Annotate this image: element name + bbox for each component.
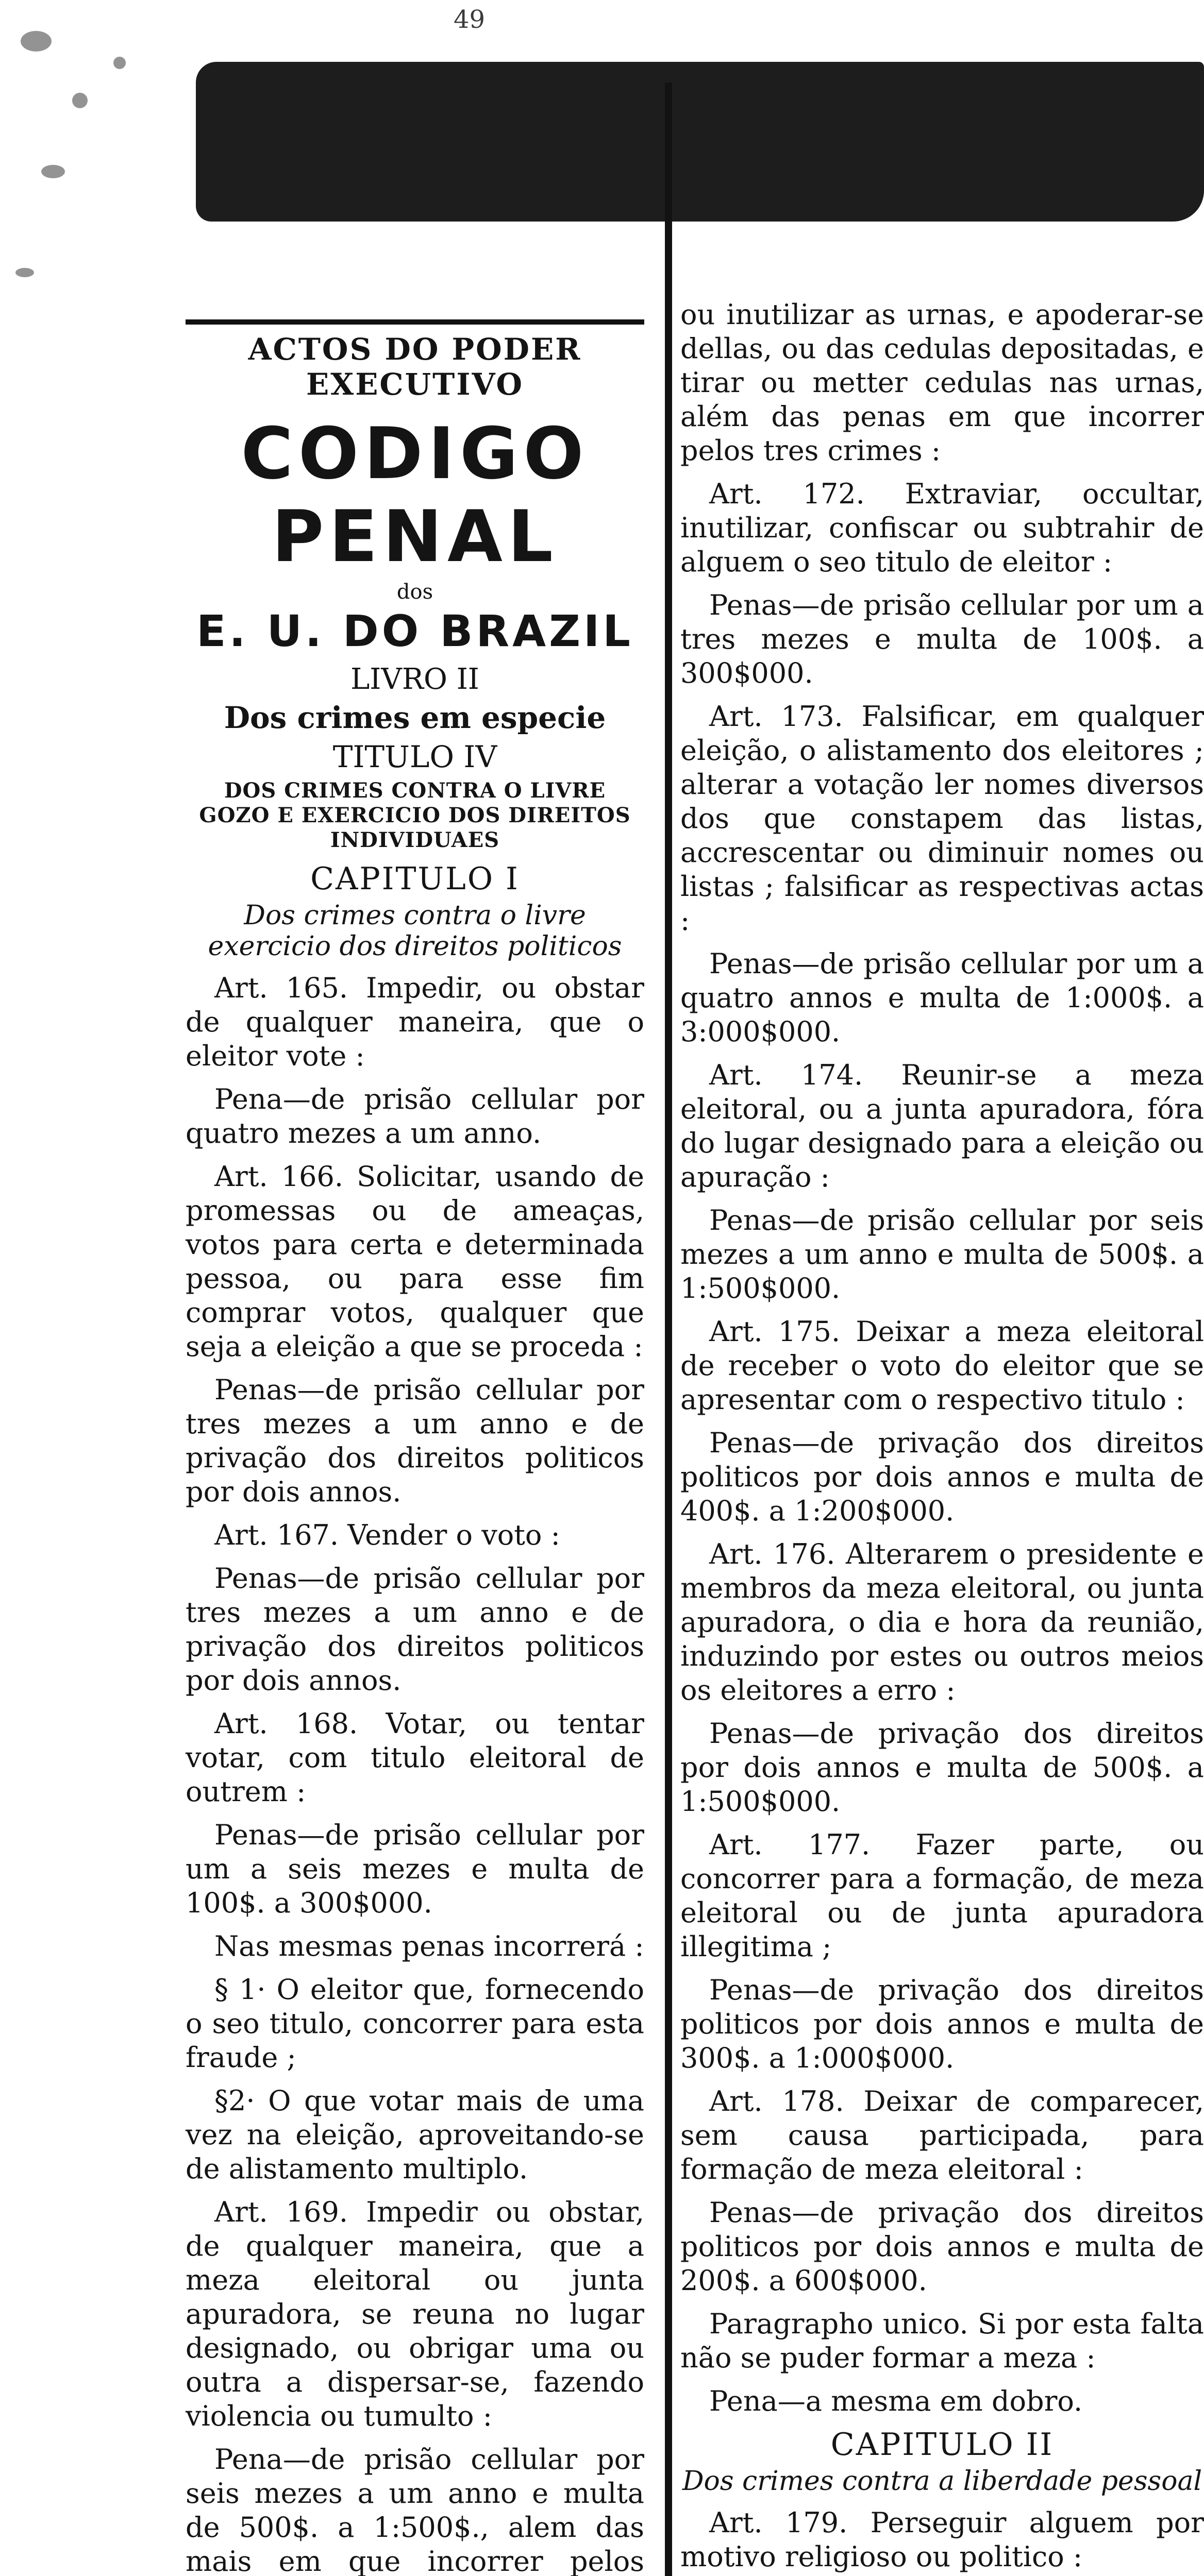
article-paragraph: Art. 175. Deixar a meza eleitoral de receber o voto do eleitor que se apresentar com o respectivo titulo : <box>680 1315 1204 1416</box>
article-paragraph: Art. 165. Impedir, ou obstar de qualquer maneira, que o eleitor vote : <box>186 972 644 1072</box>
ink-blot-masthead <box>196 62 1204 222</box>
penalty-paragraph: Penas—de prisão cellular por um a tres mezes e multa de 100$. a 300$000. <box>680 589 1204 689</box>
article-paragraph: Art. 172. Extraviar, occultar, inutilizar, confiscar ou subtrahir de alguem o seo titulo de eleitor : <box>680 478 1204 578</box>
ink-speck <box>72 93 88 108</box>
penalty-paragraph: Pena—de prisão cellular por quatro mezes a um anno. <box>186 1083 644 1149</box>
penalty-paragraph: Penas—de privação dos direitos por dois annos e multa de 500$. a 1:500$000. <box>680 1717 1204 1818</box>
ink-speck <box>21 31 52 52</box>
column-rule <box>665 82 672 2576</box>
ink-speck <box>113 57 126 69</box>
article-paragraph: Art. 179. Perseguir alguem por motivo religioso ou politico : <box>680 2506 1204 2573</box>
book-heading: LIVRO II <box>350 663 479 696</box>
article-paragraph: Art. 178. Deixar de comparecer, sem causa participada, para formação de meza eleitoral : <box>680 2085 1204 2185</box>
penalty-paragraph: Pena—a mesma em dobro. <box>709 2385 1083 2417</box>
chapter-subtitle: Dos crimes contra a liberdade pessoal <box>682 2466 1202 2497</box>
article-paragraph: Art. 166. Solicitar, usando de promessas ou de ameaças, votos para certa e determinada pessoa, ou para esse fim comprar votos, qualquer que seja a eleição a que se proceda : <box>186 1160 644 1363</box>
penalty-paragraph: Penas—de prisão cellular por tres mezes a um anno e de privação dos direitos politicos por dois annos. <box>186 1374 644 1508</box>
chapter-heading: CAPITULO I <box>310 861 520 897</box>
penalty-paragraph: Penas—de privação dos direitos politicos por dois annos e multa de 200$. a 600$000. <box>680 2196 1204 2297</box>
chapter-heading: CAPITULO II <box>830 2427 1054 2463</box>
left-column <box>186 227 644 2576</box>
article-paragraph: Art. 177. Fazer parte, ou concorrer para a formação, de meza eleitoral ou de junta apuradora illegitima ; <box>680 1828 1204 1963</box>
penalty-paragraph: Penas—de prisão cellular por um a seis mezes e multa de 100$. a 300$000. <box>186 1819 644 1919</box>
penalty-paragraph: Pena—de prisão cellular por seis mezes a um anno e multa de 500$. a 1:500$., alem das mais em que incorrer pelos <box>186 2443 644 2576</box>
chapter-subtitle: Dos crimes contra o livre exercicio dos direitos politicos <box>208 900 622 962</box>
right-column <box>680 289 1204 2576</box>
article-paragraph: Art. 169. Impedir ou obstar, de qualquer maneira, que a meza eleitoral ou junta apuradora, se reuna no lugar designado, ou obrigar uma ou outra a dispersar-se, fazendo violencia ou tumulto : <box>186 2196 644 2432</box>
ink-speck <box>41 165 65 178</box>
penalty-paragraph: Penas—de privação dos direitos politicos por dois annos e multa de 300$. a 1:000$000. <box>680 1974 1204 2074</box>
article-paragraph: Nas mesmas penas incorrerá : <box>214 1930 644 1962</box>
article-paragraph: Art. 167. Vender o voto : <box>214 1519 560 1551</box>
section-label: ACTOS DO PODER EXECUTIVO <box>186 319 644 402</box>
headline-connector: dos <box>396 580 433 604</box>
article-paragraph: Art. 174. Reunir-se a meza eleitoral, ou a junta apuradora, fóra do lugar designado para a eleição ou apuração : <box>680 1059 1204 1193</box>
penalty-paragraph: Penas—de prisão cellular por um a quatro annos e multa de 1:000$. a 3:000$000. <box>680 947 1204 1048</box>
article-paragraph: §2· O que votar mais de uma vez na eleição, aproveitando-se de alistamento multiplo. <box>186 2084 644 2185</box>
article-paragraph: Art. 168. Votar, ou tentar votar, com titulo eleitoral de outrem : <box>186 1707 644 1808</box>
penalty-paragraph: Penas—de prisão cellular por seis mezes a um anno e multa de 500$. a 1:500$000. <box>680 1204 1204 1304</box>
ink-speck <box>15 268 34 277</box>
article-paragraph: § 1· O eleitor que, fornecendo o seo titulo, concorrer para esta fraude ; <box>186 1973 644 2074</box>
page-number: 49 <box>454 5 486 34</box>
penalty-paragraph: Penas—de privação dos direitos politicos por dois annos e multa de 400$. a 1:200$000. <box>680 1427 1204 1527</box>
title-description: DOS CRIMES CONTRA O LIVRE GOZO E EXERCICIO DOS DIREITOS INDIVIDUAES <box>199 778 631 852</box>
country-heading: E. U. DO BRAZIL <box>196 606 633 656</box>
title-heading: TITULO IV <box>332 739 497 774</box>
article-paragraph: Art. 173. Falsificar, em qualquer eleição, o alistamento dos eleitores ; alterar a votação ler nomes diversos dos que constapem das listas, accrescentar ou diminuir nomes ou listas ; falsificar as respectivas actas : <box>680 700 1204 937</box>
article-paragraph: ou inutilizar as urnas, e apoderar-se dellas, ou das cedulas depositadas, e tirar ou metter cedulas nas urnas, além das penas em que incorrer pelos tres crimes : <box>680 298 1204 467</box>
article-paragraph: Art. 176. Alterarem o presidente e membros da meza eleitoral, ou junta apuradora, o dia e hora da reunião, induzindo por estes ou outros meios os eleitores a erro : <box>680 1538 1204 1706</box>
article-paragraph: Paragrapho unico. Si por esta falta não se puder formar a meza : <box>680 2308 1204 2374</box>
penalty-paragraph: Penas—de prisão cellular por tres mezes a um anno e de privação dos direitos politicos por dois annos. <box>186 1562 644 1697</box>
headline: CODIGO PENAL <box>241 412 589 578</box>
crimes-heading: Dos crimes em especie <box>224 700 606 735</box>
